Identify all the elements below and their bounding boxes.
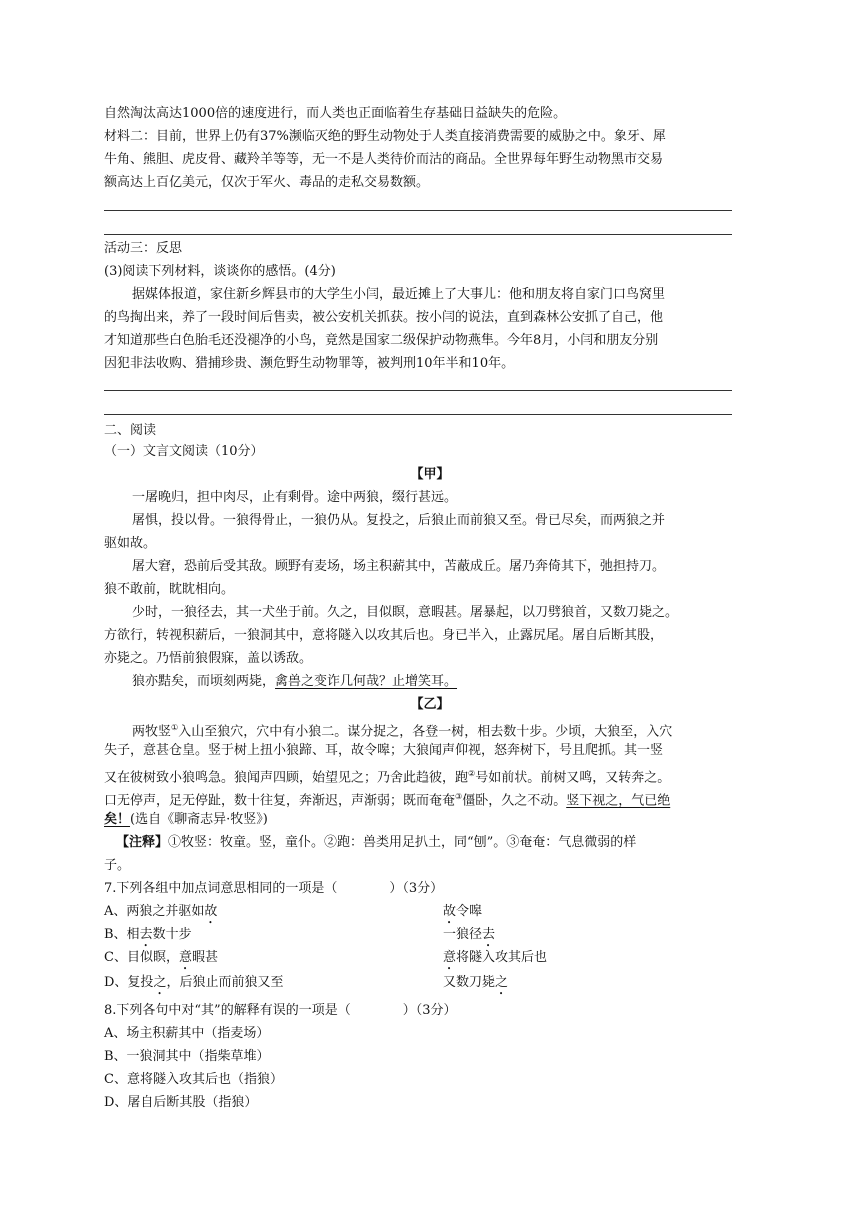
option-text: B、相 (104, 927, 140, 942)
activity-three-title: 活动三：反思 (104, 241, 183, 256)
option-text: 暇甚 (191, 950, 218, 965)
passage-jia-line: 亦毙之。乃悟前狼假寐，盖以诱敌。 (104, 651, 313, 666)
passage-jia-line: 屠惧，投以骨。一狼得骨止，一狼仍从。复投之，后狼止而前狼又至。骨已尽矣，而两狼之并 (132, 513, 666, 528)
footnote-marker: ③ (455, 792, 463, 801)
passage-jia-line: 驱如故。 (104, 536, 157, 551)
annotation-text: ①牧竖：牧童。竖，童仆。②跑：兽类用足扒土，同“刨”。③奄奄：气息微弱的样 (168, 835, 637, 850)
option-text: 数十步 (152, 927, 192, 942)
news-paragraph-line-1: 据媒体报道，家住新乡辉县市的大学生小闫，最近摊上了大事儿：他和朋友将自家门口鸟窝里 (132, 287, 666, 302)
material-two-line-3: 额高达上百亿美元，仅次于军火、毒品的走私交易数额。 (104, 175, 430, 190)
passage-yi-text: 又在彼树致小狼鸣急。狼闻声四顾，始望见之；乃舍此趋彼，跑 (104, 770, 469, 786)
option-text: 将隧入攻其后也 (456, 950, 548, 965)
underlined-sentence: 矣！ (104, 812, 131, 827)
material-two-line-1: 材料二：目前，世界上仍有37%濒临灭绝的野生动物处于人类直接消费需要的威胁之中。象牙、犀 (104, 129, 666, 144)
answer-line (104, 390, 732, 391)
passage-jia-line: 屠大窘，恐前后受其敌。顾野有麦场，场主积薪其中，苫蔽成丘。屠乃奔倚其下，弛担持刀。 (132, 559, 666, 574)
annotation-tail: 子。 (104, 858, 131, 873)
activity-three-question: (3)阅读下列材料，谈谈你的感悟。(4分) (104, 264, 336, 279)
passage-jia-heading: 【甲】 (410, 467, 450, 482)
answer-line (104, 414, 732, 415)
option-text: D、复投 (104, 975, 154, 990)
passage-jia-line (132, 671, 457, 693)
option-text: 又数刀毙 (443, 975, 496, 990)
section-two-title: 二、阅读 (104, 423, 157, 438)
question-7-stem: 7.下列各组中加点词意思相同的一项是（ ）（3分） (104, 881, 444, 896)
passage-jia-line: 方欲行，转视积薪后，一狼洞其中，意将隧入以攻其后也。身已半入，止露尻尾。屠自后断其股， (104, 628, 664, 643)
option-text: ，后狼止而前狼又至 (166, 975, 284, 990)
question-8-option-c: C、意将隧入攻其后也（指狼） (104, 1072, 283, 1087)
passage-jia-line: 少时，一狼径去，其一犬坐于前。久之，目似瞑，意暇甚。屠暴起，以刀劈狼首，又数刀毙之。 (132, 605, 679, 620)
annotation-label: 【注释】 (116, 835, 169, 850)
question-8-option-b: B、一狼洞其中（指柴草堆） (104, 1049, 270, 1064)
dotted-word: 之 (153, 975, 167, 990)
answer-line (104, 210, 732, 211)
news-paragraph-line-2: 的鸟掏出来，养了一段时间后售卖，被公安机关抓获。按小闫的说法，直到森林公安抓了自己，他 (104, 310, 664, 325)
underlined-sentence: 禽兽之变诈几何哉？止增笑耳。 (275, 674, 458, 689)
passage-source: (选自《聊斋志异·牧竖》) (130, 812, 268, 827)
material-one-tail: 自然淘汰高达1000倍的速度进行，而人类也正面临着生存基础日益缺失的危险。 (104, 106, 567, 121)
dotted-word: 故 (204, 904, 218, 919)
passage-jia-line: 一屠晚归，担中肉尽，止有剩骨。途中两狼，缀行甚远。 (132, 490, 458, 505)
dotted-word: 去 (482, 927, 496, 942)
passage-yi-text: 两牧竖 (132, 724, 172, 740)
news-paragraph-line-3: 才知道那些白色胎毛还没褪净的小鸟，竟然是国家二级保护动物燕隼。今年8月，小闫和朋友分别 (104, 333, 659, 348)
question-8-option-a: A、场主积薪其中（指麦场） (104, 1026, 270, 1041)
passage-yi-text: 号如前状。前树又鸣，又转奔之。 (475, 770, 671, 786)
passage-yi-line: 失子，意甚仓皇。竖于树上扭小狼蹄、耳，故令嗥；大狼闻声仰视，怒奔树下，号且爬抓。其一竖 (104, 743, 664, 758)
passage-jia-text: 狼亦黠矣，而顷刻两毙， (132, 674, 276, 689)
option-second-column (443, 972, 508, 998)
question-7-option-d (104, 972, 509, 998)
question-8-option-d: D、屠自后断其股（指狼） (104, 1095, 258, 1110)
footnote-marker: ② (468, 769, 476, 778)
dotted-word: 去 (139, 927, 153, 942)
annotation-line (116, 832, 636, 854)
passage-jia-line: 狼不敢前，眈眈相向。 (104, 582, 235, 597)
dotted-word: 意 (178, 950, 192, 965)
question-7-option-c (104, 947, 548, 973)
option-second-column (443, 947, 547, 973)
passage-yi-text: 口无停声，足无停趾，数十往复，奔渐迟，声渐弱；既而奄奄 (104, 793, 456, 809)
dotted-word: 故 (443, 904, 457, 919)
underlined-sentence: 竖下视之，气已绝 (566, 793, 671, 809)
passage-yi-text: 入山至狼穴，穴中有小狼二。谋分捉之，各登一树，相去数十步。少顷，大狼至，入穴 (178, 724, 673, 740)
passage-yi-heading: 【乙】 (410, 697, 450, 712)
question-8-stem: 8.下列各句中对“其”的解释有误的一项是（ ）（3分） (104, 1003, 457, 1018)
passage-yi-text: 僵卧，久之不动。 (462, 793, 567, 809)
answer-line (104, 234, 732, 235)
classical-reading-title: （一）文言文阅读（10分） (104, 444, 264, 459)
footnote-marker: ① (171, 723, 179, 732)
material-two-line-2: 牛角、熊胆、虎皮骨、藏羚羊等等，无一不是人类待价而沽的商品。全世界每年野生动物黑市交易 (104, 152, 664, 167)
option-text: 令嗥 (456, 904, 483, 919)
option-text: A、两狼之并驱如 (104, 904, 205, 919)
option-text: C、目似瞑， (104, 950, 179, 965)
news-paragraph-line-4: 因犯非法收购、猎捕珍贵、濒危野生动物罪等，被判刑10年半和10年。 (104, 356, 515, 371)
option-text: 一狼径 (443, 927, 483, 942)
dotted-word: 意 (443, 950, 457, 965)
passage-yi-line (104, 809, 268, 831)
dotted-word: 之 (495, 975, 509, 990)
